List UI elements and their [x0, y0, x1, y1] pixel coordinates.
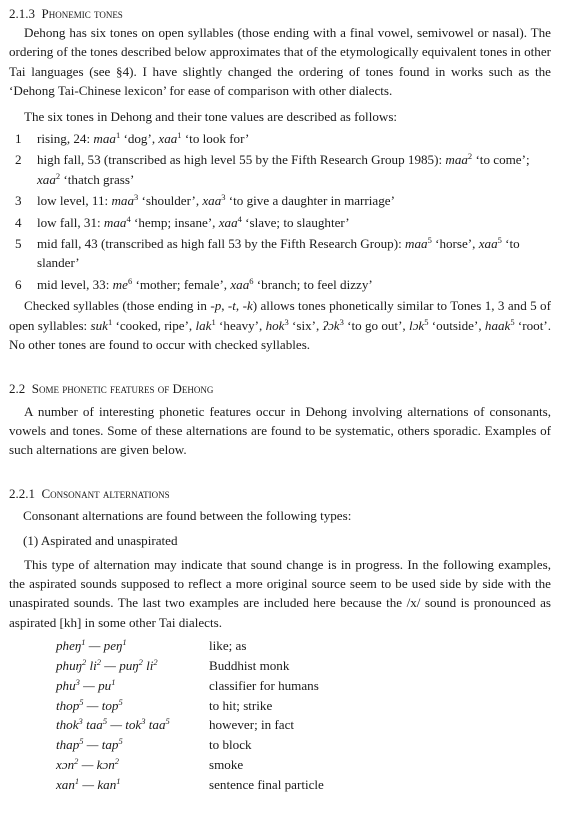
section-heading-2-2-1 [9, 484, 551, 503]
section-number: 2.2.1 [9, 485, 35, 501]
example-table [56, 636, 324, 794]
tone-number: 6 [15, 276, 22, 292]
example-gloss: to hit; strike [209, 697, 273, 713]
tone-description: low fall, 31: maa$^4$ ‘hemp; insane’, xaa$^4$ ‘slave; to slaughter’ [37, 213, 350, 230]
phonetic-features-paragraph: A number of interesting phonetic features occur in Dehong involving alternations of consonants, vowels and tones. Some of these alternations are found to be systematic, others sporadic. Examples of such alternations are given below. [9, 403, 551, 458]
section-title: Some phonetic features of Dehong [31, 380, 214, 396]
table-row [56, 755, 324, 775]
tone-list [9, 129, 551, 294]
example-gloss: to block [209, 737, 252, 753]
tone-description: low level, 11: maa$^3$ ‘shoulder’, xaa$^3$ ‘to give a daughter in marriage’ [37, 192, 395, 209]
example-form: phuŋ$^2$ $li^2$ — puŋ$^2$ $li^2$ [56, 656, 158, 673]
table-row [56, 656, 324, 676]
section-heading-2-1-3 [9, 4, 551, 23]
tone-description: mid level, 33: $me^6$ ‘mother; female’, xaa$^6$ ‘branch; to feel dizzy’ [37, 275, 373, 292]
table-row [56, 676, 324, 696]
aspirated-paragraph: This type of alternation may indicate that sound change is in progress. In the following examples, the aspirated sounds supposed to reflect a more original source seem to be used side by side with the unaspirated sounds. The last two examples are included here because the /x/ sound is pronounced as aspirated [kh] in some other Tai dialects. [9, 556, 551, 630]
example-form: phu$^3$ — $pu^1$ [56, 676, 116, 693]
tone-item [9, 275, 551, 294]
subsection-heading-aspirated: (1) Aspirated and unaspirated [23, 533, 178, 549]
section-title: Phonemic tones [41, 6, 123, 21]
example-gloss: like; as [209, 638, 247, 654]
tone-item [9, 129, 551, 148]
example-form: thop$^5$ — top$^5$ [56, 696, 123, 713]
tones-intro-paragraph: Dehong has six tones on open syllables (those ending with a final vowel, semivowel or nasal). The ordering of the tones described below approximates that of the etymologically equivalent tones in other Tai languages (see §4). I have slightly changed the ordering of tones found in works such as the ‘Dehong Tai-Chinese lexicon’ for ease of comparison with other dialects. [9, 25, 551, 99]
tone-item [9, 150, 551, 189]
example-form: thap$^5$ — tap$^5$ [56, 736, 123, 753]
example-form: pheŋ$^1$ — peŋ$^1$ [56, 637, 127, 654]
example-gloss: Buddhist monk [209, 657, 290, 673]
table-row [56, 696, 324, 716]
section-number: 2.1.3 [9, 6, 35, 21]
table-row [56, 636, 324, 656]
section-spacer [9, 460, 551, 484]
tone-number: 3 [15, 193, 22, 209]
example-form: thok$^3$ taa$^5$ — tok$^3$ taa$^5$ [56, 716, 170, 733]
example-gloss: classifier for humans [209, 677, 319, 693]
example-form: xɔn$^2$ — kɔn$^2$ [56, 755, 120, 772]
tone-item [9, 191, 551, 210]
section-heading-2-2 [9, 379, 551, 398]
table-row [56, 775, 324, 795]
section-number: 2.2 [9, 380, 26, 396]
table-row [56, 735, 324, 755]
tone-description: high fall, 53 (transcribed as high level 55 by the Fifth Research Group 1985): maa$^2$ ‘to come’; xaa$^2$ ‘thatch grass’ [37, 151, 530, 187]
tone-description: rising, 24: maa$^1$ ‘dog’, xaa$^1$ ‘to look for’ [37, 130, 250, 147]
section-spacer [9, 355, 551, 379]
checked-syllables-paragraph: Checked syllables (those ending in -p, -t, -k) allows tones phonetically similar to Tones 1, 3 and 5 of open syllables: suk$^1$ ‘cooked, ripe’, lak$^1$ ‘heavy’, hok$^3$ ‘six’, ʔɔk$^3$ ‘to go out’, lɔk$^5$ ‘outside’, haak$^5$ ‘root’. No other tones are found to occur with checked syllables. [9, 298, 551, 353]
tone-item [9, 213, 551, 232]
consonant-lead-paragraph: Consonant alternations are found between the following types: [23, 507, 352, 523]
section-title: Consonant alternations [41, 485, 170, 501]
example-gloss: sentence final particle [209, 776, 324, 792]
tone-item [9, 234, 551, 273]
table-row [56, 715, 324, 735]
example-gloss: however; in fact [209, 717, 295, 733]
tone-number: 2 [15, 152, 22, 168]
tones-lead-paragraph: The six tones in Dehong and their tone values are described as follows: [24, 108, 398, 124]
example-form: xan$^1$ — kan$^1$ [56, 775, 121, 792]
tone-description: mid fall, 43 (transcribed as high fall 53 by the Fifth Research Group): maa$^5$ ‘horse’, xaa$^5$ ‘to slander’ [37, 235, 520, 271]
tone-number: 1 [15, 131, 22, 147]
tone-number: 5 [15, 236, 22, 252]
tone-number: 4 [15, 214, 22, 230]
example-gloss: smoke [209, 756, 244, 772]
